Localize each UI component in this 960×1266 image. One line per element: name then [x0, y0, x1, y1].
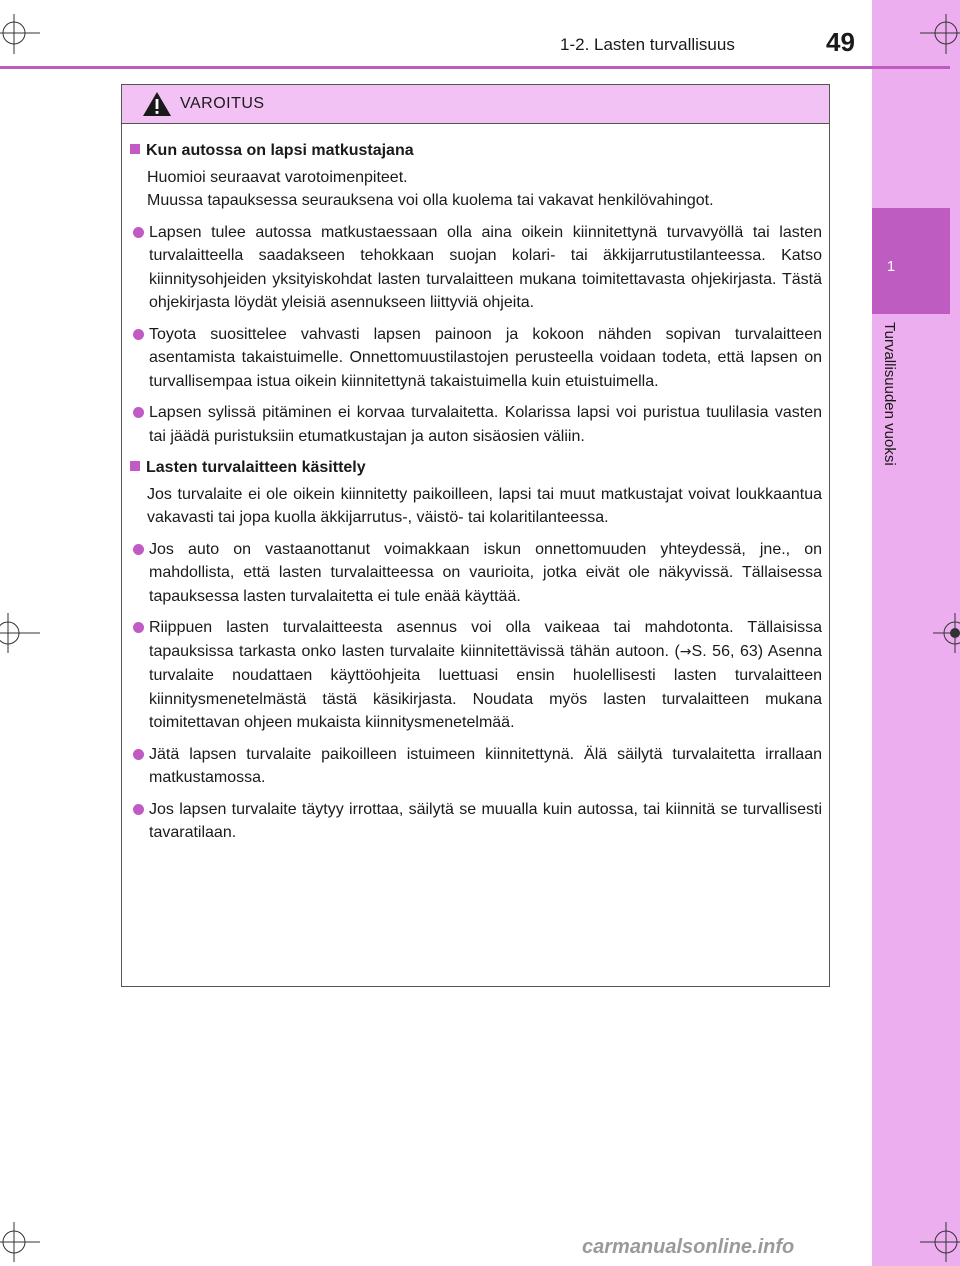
arrow-right-icon: →: [679, 643, 692, 660]
chapter-number: 1: [886, 258, 896, 275]
list-item-text-part: ) Asenna turvalaite noudattaen käyttöohjeita luettuasi ensin huolellisesti lasten turvalaitteen kiinnitysmenetelmästä tästä käsikirjasta. Noudata myös lasten turvalaitteen mukana toimitettavan ohjeen mukaista kiinnitysmenetelmää.: [149, 642, 823, 731]
intro-line: Muussa tapauksessa seurauksena voi olla kuolema tai vakavat henkilövahingot.: [147, 192, 714, 209]
warning-header: [122, 85, 829, 124]
list-item-text: [149, 616, 822, 735]
section-heading: [130, 139, 822, 163]
list-item-text: Jos auto on vastaanottanut voimakkaan iskun onnettomuuden yhteydessä, jne., on mahdollista, että lasten turvalaitteessa on vaurioita, jotka eivät ole näkyvissä. Tällaisessa tapauksessa lasten turvalaitetta ei tule enää käyttää.: [149, 540, 822, 605]
chapter-title: Turvallisuuden vuoksi: [881, 322, 898, 466]
section-heading-text: Lasten turvalaitteen käsittely: [146, 459, 366, 476]
header-rule: [0, 66, 950, 69]
list-item: [130, 323, 822, 394]
page-reference[interactable]: S. 56, 63: [691, 642, 758, 660]
list-item-text: Lapsen tulee autossa matkustaessaan olla aina oikein kiinnitettynä turvavyöllä tai lasten turvalaitteella saadakseen tehokkaan suojan kolari- tai äkkijarrutustilanteessa. Katso kiinnitysohjeiden yksityiskohdat lasten turvalaitteen mukana toimitettavasta ohjekirjasta. Tästä ohjekirjasta löydät yleisiä asennukseen liittyviä ohjeita.: [149, 223, 822, 311]
list-item: [130, 401, 822, 448]
list-item: [130, 743, 822, 790]
list-item: [130, 616, 822, 735]
round-bullet-icon: [133, 804, 144, 815]
section-title: 1-2. Lasten turvallisuus: [560, 35, 735, 54]
list-item-text-part: Riippuen lasten turvalaitteesta asennus voi olla vaikeaa tai mahdotonta. Tällaisissa tapauksissa tarkasta onko lasten turvalaite kiinnitettävissä tähän autoon. (: [149, 619, 822, 660]
list-item-text: Toyota suosittelee vahvasti lapsen painoon ja kokoon nähden sopivan turvalaitteen asentamista takaistuimelle. Onnettomuustilastojen perusteella voidaan todeta, että lapsen on turvallisempaa istua oikein kiinnitettynä takaistuimella kuin etuistuimella.: [149, 325, 822, 390]
round-bullet-icon: [133, 407, 144, 418]
crop-mark-middle-left: [0, 613, 40, 653]
list-item-text: Lapsen sylissä pitäminen ei korvaa turvalaitetta. Kolarissa lapsi voi puristua tuulilasia vasten tai jäädä puristuksiin etumatkustajan ja auton sisäosien väliin.: [149, 404, 822, 445]
crop-mark-middle-right: [933, 613, 960, 653]
crop-mark-bottom-left: [0, 1222, 40, 1262]
page-number: 49: [826, 27, 855, 57]
list-item-text: Jos lapsen turvalaite täytyy irrottaa, säilytä se muualla kuin autossa, tai kiinnitä se turvallisesti tavaratilaan.: [149, 800, 822, 841]
crop-mark-top-right: [920, 14, 960, 54]
round-bullet-icon: [133, 749, 144, 760]
crop-mark-top-left: [0, 14, 40, 54]
list-item: [130, 538, 822, 609]
intro-line: Huomioi seuraavat varotoimenpiteet.: [147, 168, 408, 186]
round-bullet-icon: [133, 622, 144, 633]
round-bullet-icon: [133, 227, 144, 238]
section-intro: [130, 166, 822, 213]
section-heading: [130, 456, 822, 480]
square-bullet-icon: [130, 144, 140, 154]
section-heading-text: Kun autossa on lapsi matkustajana: [146, 142, 414, 159]
square-bullet-icon: [130, 461, 140, 471]
round-bullet-icon: [133, 329, 144, 340]
warning-content: [122, 124, 829, 845]
intro-line: Jos turvalaite ei ole oikein kiinnitetty paikoilleen, lapsi tai muut matkustajat voivat loukkaantua vakavasti tai jopa kuolla äkkijarrutus-, väistö- tai kolaritilanteessa.: [147, 485, 822, 526]
warning-triangle-icon: [142, 91, 172, 117]
list-item: [130, 798, 822, 845]
crop-mark-bottom-right: [920, 1222, 960, 1262]
warning-title: VAROITUS: [180, 95, 265, 112]
list-item-text: Jätä lapsen turvalaite paikoilleen istuimeen kiinnitettynä. Älä säilytä turvalaitetta irrallaan matkustamossa.: [149, 745, 822, 786]
warning-box: [121, 84, 830, 987]
round-bullet-icon: [133, 544, 144, 555]
list-item: [130, 221, 822, 315]
section-intro: [130, 483, 822, 530]
footer-watermark[interactable]: carmanualsonline.info: [582, 1236, 795, 1258]
